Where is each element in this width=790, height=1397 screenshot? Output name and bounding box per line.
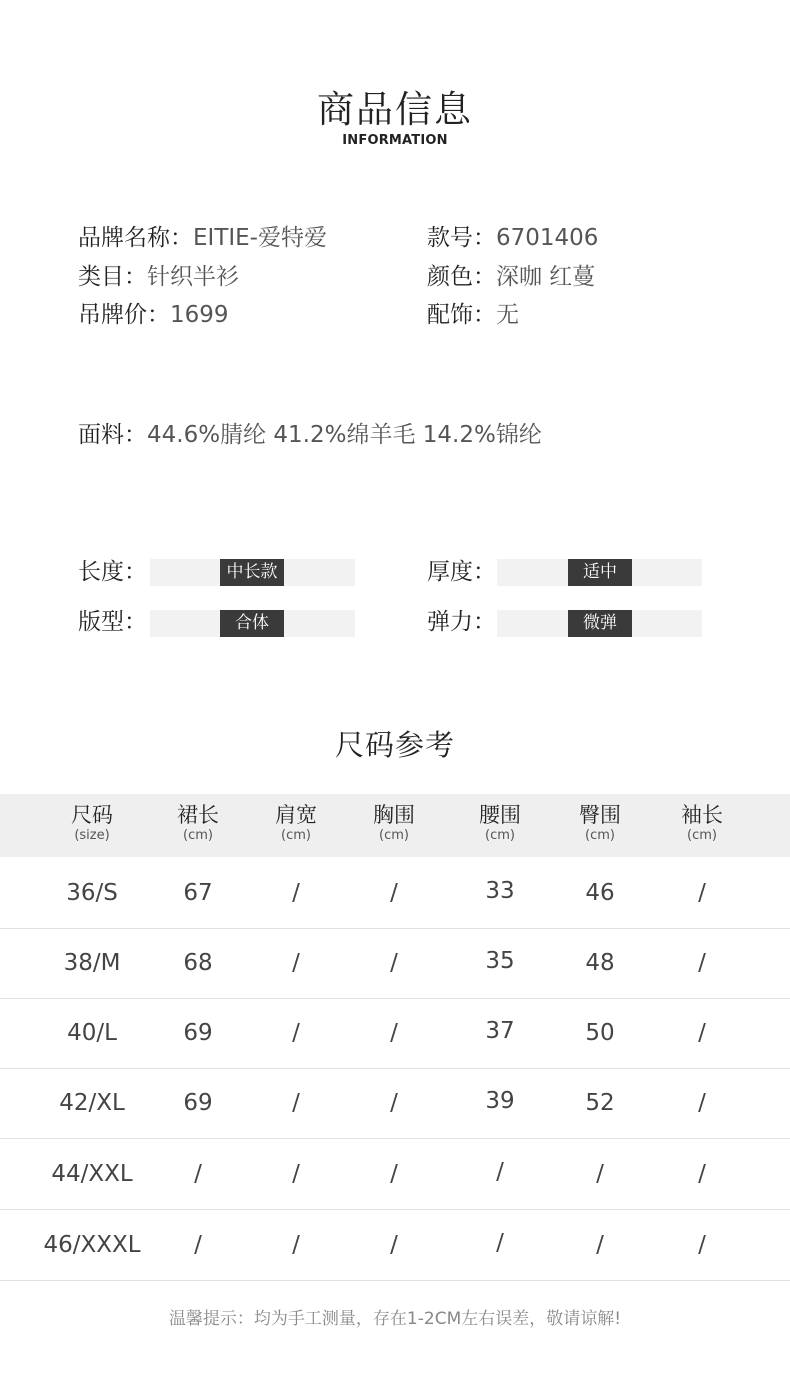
table-cell: / — [390, 1232, 398, 1258]
table-cell: / — [596, 1161, 604, 1187]
table-cell: / — [698, 1090, 706, 1116]
category-value: 针织半衫 — [147, 264, 239, 290]
style-no-value: 6701406 — [496, 225, 599, 251]
table-row — [0, 928, 790, 999]
price-value: 1699 — [170, 302, 229, 328]
table-cell: 69 — [183, 1090, 213, 1116]
table-row — [0, 1210, 790, 1281]
table-cell: / — [292, 1232, 300, 1258]
fabric-label: 面料： — [78, 422, 147, 448]
table-cell: / — [292, 1161, 300, 1187]
table-cell: 52 — [585, 1090, 615, 1116]
table-cell: / — [496, 1159, 504, 1185]
brand-value: EITIE-爱特爱 — [193, 225, 327, 251]
thickness-tag: 适中 — [568, 559, 632, 586]
fit-tag: 合体 — [220, 610, 284, 637]
length-scale — [150, 559, 355, 586]
style-no-row — [427, 223, 598, 253]
table-cell: / — [292, 950, 300, 976]
table-cell: / — [390, 1090, 398, 1116]
table-row — [0, 1139, 790, 1210]
color-value: 深咖 红蔓 — [496, 264, 596, 290]
fit-scale — [150, 610, 355, 637]
price-row — [78, 300, 229, 330]
brand-row — [78, 223, 327, 253]
table-cell: 46/XXXL — [43, 1232, 141, 1258]
accessory-value: 无 — [496, 302, 519, 328]
table-cell: / — [194, 1161, 202, 1187]
page-title: 商品信息 — [317, 88, 473, 131]
thickness-label: 厚度： — [427, 559, 496, 585]
table-cell: / — [596, 1232, 604, 1258]
table-cell: 38/M — [63, 950, 121, 976]
accessory-row — [427, 300, 519, 330]
table-cell: 37 — [485, 1018, 515, 1044]
table-cell: / — [698, 880, 706, 906]
table-cell: 33 — [485, 878, 515, 904]
elasticity-tag: 微弹 — [568, 610, 632, 637]
table-cell: 39 — [485, 1088, 515, 1114]
size-table-title: 尺码参考 — [334, 728, 455, 762]
header-hip: 臀围 (cm) — [579, 803, 621, 843]
table-cell: 69 — [183, 1020, 213, 1046]
table-cell: 46 — [585, 880, 615, 906]
length-label: 长度： — [78, 559, 147, 585]
table-cell: 35 — [485, 948, 515, 974]
measurement-tip: 温馨提示：均为手工测量，存在1-2CM左右误差，敬请谅解! — [168, 1309, 622, 1329]
table-cell: 67 — [183, 880, 213, 906]
table-cell: / — [390, 1020, 398, 1046]
header-bust: 胸围 (cm) — [373, 803, 415, 843]
table-cell: / — [390, 880, 398, 906]
header-skirt-length: 裙长 (cm) — [177, 803, 219, 843]
fit-label: 版型： — [78, 609, 147, 635]
brand-label: 品牌名称： — [78, 225, 193, 251]
table-cell: 44/XXL — [51, 1161, 133, 1187]
header-waist: 腰围 (cm) — [479, 803, 521, 843]
table-row — [0, 1068, 790, 1139]
thickness-scale — [497, 559, 702, 586]
table-cell: / — [698, 1232, 706, 1258]
elasticity-scale — [497, 610, 702, 637]
table-cell: 68 — [183, 950, 213, 976]
page-subtitle: INFORMATION — [342, 133, 448, 148]
table-cell: / — [292, 1020, 300, 1046]
header-sleeve: 袖长 (cm) — [681, 803, 723, 843]
elasticity-label: 弹力： — [427, 609, 496, 635]
size-table-header — [0, 794, 790, 857]
color-label: 颜色： — [427, 264, 496, 290]
table-cell: 36/S — [66, 880, 118, 906]
table-row — [0, 858, 790, 929]
price-label: 吊牌价： — [78, 302, 170, 328]
category-label: 类目： — [78, 264, 147, 290]
style-no-label: 款号： — [427, 225, 496, 251]
table-cell: 42/XL — [59, 1090, 125, 1116]
table-cell: 50 — [585, 1020, 615, 1046]
table-cell: / — [698, 1161, 706, 1187]
table-cell: / — [496, 1230, 504, 1256]
table-cell: 40/L — [67, 1020, 117, 1046]
table-cell: / — [698, 950, 706, 976]
header-size: 尺码 (size) — [71, 803, 113, 843]
table-cell: / — [292, 880, 300, 906]
length-tag: 中长款 — [220, 559, 284, 586]
table-cell: / — [390, 1161, 398, 1187]
accessory-label: 配饰： — [427, 302, 496, 328]
header-shoulder: 肩宽 (cm) — [275, 803, 317, 843]
fabric-row — [78, 420, 542, 450]
color-row — [427, 262, 595, 292]
table-cell: / — [194, 1232, 202, 1258]
category-row — [78, 262, 239, 292]
table-cell: / — [698, 1020, 706, 1046]
table-cell: 48 — [585, 950, 615, 976]
table-cell: / — [390, 950, 398, 976]
table-row — [0, 998, 790, 1069]
table-cell: / — [292, 1090, 300, 1116]
fabric-value: 44.6%腈纶 41.2%绵羊毛 14.2%锦纶 — [147, 422, 542, 448]
